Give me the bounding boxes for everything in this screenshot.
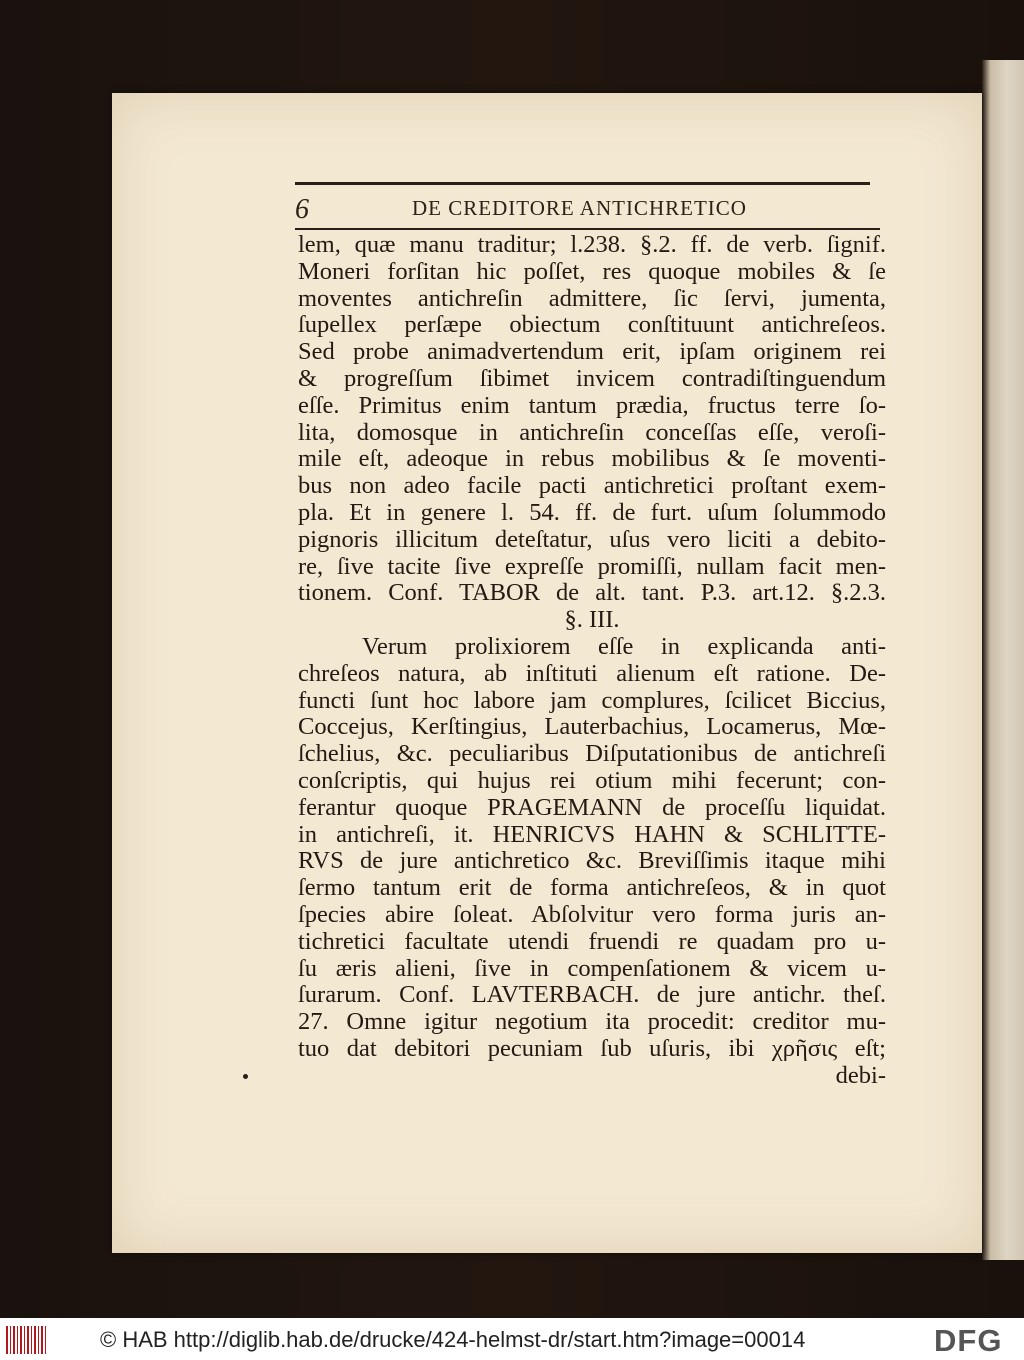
running-head: DE CREDITORE ANTICHRETICO [412,196,747,220]
barcode-icon [6,1326,46,1354]
text-line: tionem. Conf. TABOR de alt. tant. P.3. art.12. §.2.3. [298,580,886,607]
catchword: debi- [835,1062,886,1089]
copyright-link[interactable]: © HAB http://diglib.hab.de/drucke/424-helmst-dr/start.htm?image=00014 [100,1327,806,1352]
header-rule-bottom [295,228,880,230]
text-line: eſſe. Primitus enim tantum prædia, fructus terre ſo- [298,392,886,419]
text-line: Moneri forſitan hic poſſet, res quoque mobiles & ſe [298,258,886,285]
text-line: mile eſt, adeoque in rebus mobilibus & ſe moventi- [298,446,886,473]
text-line: conſcriptis, qui hujus rei otium mihi fecerunt; con- [298,767,886,794]
text-line: Sed probe animadvertendum erit, ipſam originem rei [298,339,886,366]
text-line: pignoris illicitum deteſtatur, uſus vero liciti a debito- [298,526,886,553]
text-line: ſpecies abire ſoleat. Abſolvitur vero forma juris an- [298,901,886,928]
text-line: lita, domosque in antichreſin conceſſas eſſe, veroſi- [298,419,886,446]
text-line: & progreſſum ſibimet invicem contradiſtinguendum [298,365,886,392]
section-heading: §. III. [564,607,620,634]
page-number: 6 [295,194,309,225]
text-line: tuo dat debitori pecuniam ſub uſuris, ibi χρῆσις eſt; [298,1035,886,1062]
text-line: bus non adeo facile pacti antichretici proſtant exem- [298,473,886,500]
text-line: pla. Et in genere l. 54. ff. de furt. uſum ſolummodo [298,499,886,526]
text-line: moventes antichreſin admittere, ſic ſervi, jumenta, [298,285,886,312]
adjacent-page-edge [982,60,1024,1260]
text-line: ſermo tantum erit de forma antichreſeos, & in quot [298,875,886,902]
text-line: ſu æris alieni, ſive in compenſationem & vicem u- [298,955,886,982]
text-line: Coccejus, Kerſtingius, Lauterbachius, Locamerus, Mœ- [298,714,886,741]
dfg-logo: DFG [934,1323,1003,1358]
text-line: tichretici facultate utendi fruendi re quadam pro u- [298,928,886,955]
viewer-footer [0,1318,1024,1360]
text-line: ſurarum. Conf. LAVTERBACH. de jure antichr. theſ. [298,982,886,1009]
text-line: in antichreſi, it. HENRICVS HAHN & SCHLITTE- [298,821,886,848]
text-line: chreſeos natura, ab inſtituti alienum eſt ratione. De- [298,660,886,687]
text-line: ſupellex perſæpe obiectum conſtituunt antichreſeos. [298,312,886,339]
text-line: ferantur quoque PRAGEMANN de proceſſu liquidat. [298,794,886,821]
text-line: Verum prolixiorem eſſe in explicanda anti- [362,633,886,660]
text-line: ſchelius, &c. peculiaribus Diſputationibus de antichreſi [298,741,886,768]
body-text [298,232,886,1090]
text-line: RVS de jure antichretico &c. Breviſſimis itaque mihi [298,848,886,875]
text-line: lem, quæ manu traditur; l.238. §.2. ff. de verb. ſignif. [298,232,886,258]
text-line: functi ſunt hoc labore jam complures, ſcilicet Biccius, [298,687,886,714]
page-header [295,194,880,224]
ink-speck [243,1074,248,1079]
text-line: 27. Omne igitur negotium ita procedit: creditor mu- [298,1009,886,1036]
header-rule-top [295,182,870,185]
text-line: re, ſive tacite ſive expreſſe promiſſi, nullam facit men- [298,553,886,580]
